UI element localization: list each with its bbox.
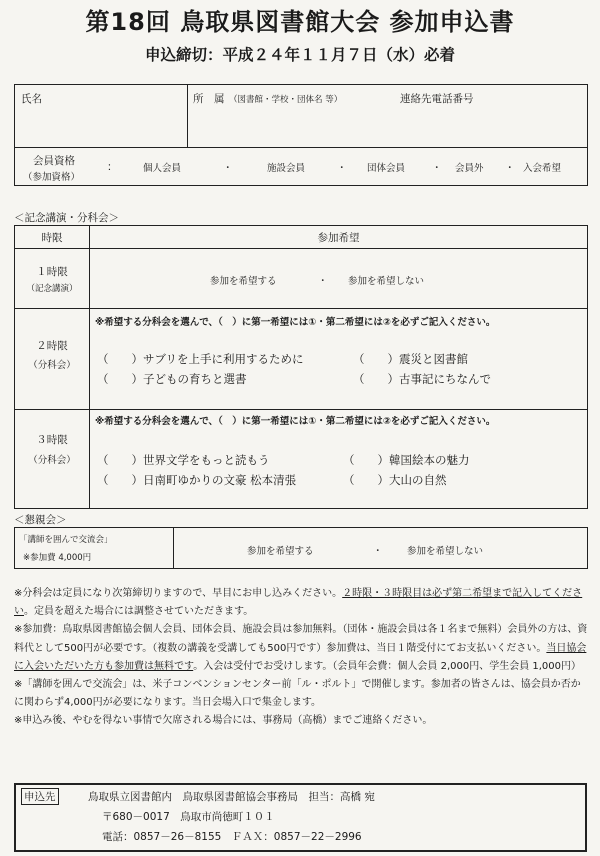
membership-sep: ・	[505, 163, 515, 174]
sessions-table	[14, 225, 588, 509]
social-yes-option[interactable]: 参加を希望する	[247, 546, 314, 557]
social-table	[14, 527, 588, 569]
contact-line1: 鳥取県立図書館内 鳥取県図書館協会事務局 担当：高橋 宛	[88, 791, 375, 803]
membership-sep: ・	[337, 163, 347, 174]
note-emphasis: 当日協会に入会いただいた方も参加費は無料です	[14, 642, 587, 672]
membership-label-sub: （参加資格）	[23, 172, 81, 183]
affiliation-field[interactable]	[193, 107, 583, 143]
period1-sub: （記念講演）	[26, 284, 78, 294]
period1-sep: ・	[318, 276, 328, 287]
name-label: 氏名	[21, 93, 42, 105]
phone-label: 連絡先電話番号	[400, 93, 474, 105]
affiliation-note: （図書館・学校・団体名 等）	[229, 95, 343, 105]
name-field[interactable]	[55, 87, 183, 143]
period2-choice[interactable]: （ ）子どもの育ちと選書	[97, 372, 247, 386]
membership-option-nonmember[interactable]: 会員外	[455, 163, 484, 174]
note-absence: ※申込み後、やむを得ない事情で欠席される場合には、事務局（高橋）までご連絡ください。	[14, 715, 433, 727]
deadline-text: 申込締切：平成２４年１１月７日（水）必着	[144, 46, 455, 64]
social-no-option[interactable]: 参加を希望しない	[407, 546, 484, 557]
membership-colon: ：	[107, 161, 118, 173]
period1-label: １時限	[36, 266, 68, 278]
social-sep: ・	[373, 546, 383, 557]
period2-choice[interactable]: （ ）サブリを上手に利用するために	[97, 352, 304, 366]
col-header-time: 時限	[41, 231, 63, 244]
note-emphasis: ２時限・３時限目は必ず第二希望まで記入してください	[14, 588, 583, 618]
membership-label: 会員資格	[33, 155, 75, 167]
period3-instruction: ※希望する分科会を選んで、（ ）に第一希望には①・第二希望には②を必ずご記入ください。	[95, 416, 496, 427]
period3-choice[interactable]: （ ）日南町ゆかりの文豪 松本清張	[97, 473, 297, 487]
period2-choice[interactable]: （ ）古事記にちなんで	[353, 372, 491, 386]
note-deadline: ※分科会は定員になり次第締切りますので、早目にお申し込みください。２時限・３時限目は必ず第二希望まで記入してください。定員を超えた場合には調整させていただきます。	[14, 588, 583, 618]
membership-option-join[interactable]: 入会希望	[523, 163, 562, 174]
period3-label: ３時限	[36, 434, 68, 446]
period2-label: ２時限	[36, 340, 68, 352]
col-header-wish: 参加希望	[317, 231, 360, 244]
period1-yes-option[interactable]: 参加を希望する	[210, 276, 277, 287]
notes-block	[14, 585, 588, 731]
period3-choice[interactable]: （ ）大山の自然	[343, 473, 447, 487]
affiliation-label: 所 属	[193, 93, 225, 105]
membership-sep: ・	[223, 163, 233, 174]
social-event-name: 「講師を囲んで交流会」	[19, 535, 113, 545]
period1-no-option[interactable]: 参加を希望しない	[348, 276, 425, 287]
membership-sep: ・	[432, 163, 442, 174]
social-section-label: ＜懇親会＞	[14, 514, 67, 526]
period2-instruction: ※希望する分科会を選んで、（ ）に第一希望には①・第二希望には②を必ずご記入ください。	[95, 317, 496, 328]
sessions-section-label: ＜記念講演・分科会＞	[14, 212, 119, 224]
membership-option-individual[interactable]: 個人会員	[143, 163, 182, 174]
social-fee: ※参加費 4,000円	[23, 553, 92, 563]
membership-option-facility[interactable]: 施設会員	[267, 163, 306, 174]
note-fee: ※参加費：鳥取県図書館協会個人会員、団体会員、施設会員は参加無料。（団体・施設会員は各１名まで無料）会員外の方は、資料代として500円が必要です。（複数の講義を受講しても500円です）参加費は、当日１階受付にてお支払いください。当日協会に入会いただいた方も参加費は無料です。入会は受付でお受けします。（会員年会費：個人会員 2,000円、学生会員 1,000円）	[14, 624, 588, 672]
contact-box	[14, 783, 587, 852]
period3-choice[interactable]: （ ）韓国絵本の魅力	[343, 453, 470, 467]
contact-address: 〒680－0017 鳥取市尚徳町１０１	[102, 811, 275, 823]
note-social: ※「講師を囲んで交流会」は、米子コンベンションセンター前「ル・ポルト」で開催します。参加者の皆さんは、協会員か否かに関わらず4,000円が必要になります。当日会場入口で集金します。	[14, 679, 581, 709]
period2-choice[interactable]: （ ）震災と図書館	[353, 352, 468, 366]
applicant-table	[14, 84, 588, 186]
contact-label: 申込先	[21, 788, 59, 805]
period3-choice[interactable]: （ ）世界文学をもっと読もう	[97, 453, 270, 467]
period3-sub: （分科会）	[28, 455, 76, 466]
membership-option-group[interactable]: 団体会員	[367, 163, 406, 174]
contact-phone-fax: 電話：0857－26－8155 ＦＡＸ：0857－22－2996	[102, 831, 362, 843]
period2-sub: （分科会）	[28, 360, 76, 371]
form-title: 第18回 鳥取県図書館大会 参加申込書	[85, 8, 515, 36]
